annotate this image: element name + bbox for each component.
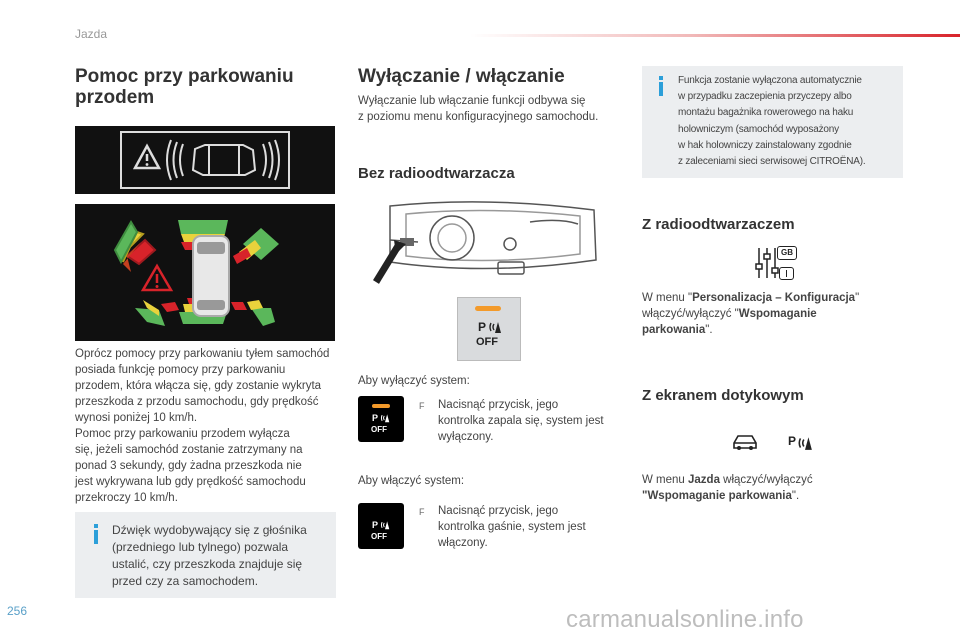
left-paragraph-line: Oprócz pomocy przy parkowaniu tyłem samochód — [75, 348, 330, 360]
watermark: carmanualsonline.info — [566, 606, 804, 633]
off-bullet-line: Nacisnąć przycisk, jego — [438, 399, 559, 411]
radio-item: Wspomaganie — [738, 308, 817, 320]
small-button-p: P — [372, 520, 379, 530]
off-bullet-text — [438, 397, 604, 445]
touch-menu-name: Jazda — [688, 474, 720, 486]
button-off-label: OFF — [476, 336, 498, 348]
off-bullet-glyph — [419, 398, 425, 414]
off-bullet-line: kontrolka zapala się, system jest — [438, 415, 604, 427]
radio-text: " włączyć/wyłączyć " — [642, 292, 860, 320]
dashboard-illustration — [370, 200, 602, 292]
right-info-text — [678, 73, 865, 170]
left-info-text — [112, 522, 307, 590]
sensor-waves-icon — [380, 520, 390, 530]
left-paragraph-line: Pomoc przy parkowaniu przodem wyłącza — [75, 428, 290, 440]
parking-display-icon — [75, 126, 335, 194]
left-title-line1: Pomoc przy parkowaniu — [75, 66, 294, 87]
left-paragraph-line: ponad 3 sekundy, gdy żadna przeszkoda nie — [75, 460, 302, 472]
touch-text: ". — [791, 490, 800, 502]
left-info-line: (przedniego lub tylnego) pozwala — [112, 540, 289, 554]
section-label: Jazda — [75, 27, 108, 41]
left-paragraph-line: posiada funkcję pomocy przy parkowaniu — [75, 364, 286, 376]
left-paragraph-line: przodem, która włącza się, gdy zostanie wykryta — [75, 380, 322, 392]
left-paragraph-line: się, jeżeli samochód zostanie zatrzymany na — [75, 444, 303, 456]
left-title — [75, 66, 294, 108]
parking-sensor-icon — [797, 435, 813, 451]
right-info-line: Funkcja zostanie wyłączona automatycznie — [678, 75, 862, 86]
middle-intro — [358, 93, 598, 125]
subtitle-radio: Z radioodtwarzaczem — [642, 216, 795, 233]
touch-text: włączyć/wyłączyć — [719, 474, 813, 486]
on-bullet-glyph — [419, 504, 425, 520]
radio-instruction — [642, 290, 892, 338]
right-info-line: w przypadku zaczepienia przyczepy albo — [678, 91, 852, 103]
header-rule — [470, 34, 960, 37]
radio-item: parkowania — [642, 324, 706, 336]
info-badge-icon — [779, 267, 794, 280]
off-instruction-label: Aby wyłączyć system: — [358, 375, 470, 387]
left-paragraph-line: przeszkoda z przodu samochodu, gdy prędkość — [75, 396, 319, 408]
on-instruction-label: Aby włączyć system: — [358, 475, 465, 487]
dashboard-display-illustration — [75, 126, 335, 194]
left-paragraph-line: przekroczy 10 km/h. — [75, 492, 178, 504]
parking-assist-off-button[interactable] — [457, 297, 521, 361]
page-number: 256 — [7, 604, 28, 618]
parking-p-letter: P — [788, 434, 797, 448]
small-button-off: OFF — [371, 425, 387, 434]
touch-item: "Wspomaganie parkowania — [642, 490, 792, 502]
left-info-box — [75, 512, 336, 598]
settings-sliders-icon — [754, 246, 798, 282]
middle-title: Wyłączanie / włączanie — [358, 66, 565, 87]
info-icon — [654, 76, 668, 96]
car-icon — [731, 432, 759, 452]
info-icon — [89, 524, 103, 544]
sensor-zones-graphic — [75, 204, 335, 341]
left-title-line2: przodem — [75, 87, 155, 108]
small-button-off: OFF — [371, 532, 387, 541]
subtitle-touchscreen: Z ekranem dotykowym — [642, 387, 804, 404]
lamp-on — [372, 404, 390, 408]
left-info-line: przed czy za samochodem. — [112, 574, 259, 588]
on-bullet-line: włączony. — [438, 537, 488, 549]
bullet-marker: F — [419, 401, 425, 411]
parking-sensor-illustration — [75, 204, 335, 341]
button-lamp-off-icon — [358, 503, 404, 549]
sensor-waves-icon — [380, 413, 390, 423]
on-bullet-line: Nacisnąć przycisk, jego — [438, 505, 559, 517]
sensor-waves-icon — [488, 320, 502, 334]
off-bullet-line: wyłączony. — [438, 431, 494, 443]
right-info-line: holowniczym (samochód wyposażony — [678, 123, 839, 135]
right-info-line: w hak holowniczy zainstalowany zgodnie — [678, 139, 852, 151]
radio-menu-name: Personalizacja – Konfiguracja — [692, 292, 856, 304]
radio-text: W menu " — [642, 292, 693, 304]
right-info-line: z zaleceniami sieci serwisowej CITROËNA). — [678, 156, 866, 168]
touch-text: W menu — [642, 474, 689, 486]
right-info-box — [642, 66, 903, 178]
bullet-marker: F — [419, 507, 425, 517]
left-info-line: ustalić, czy przeszkoda znajduje się — [112, 557, 303, 571]
left-paragraph — [75, 346, 340, 506]
button-lamp-on-icon — [358, 396, 404, 442]
right-info-line: montażu bagażnika rowerowego na haku — [678, 107, 854, 119]
radio-text: ". — [705, 324, 713, 336]
left-paragraph-line: jest wykrywana lub gdy prędkość samochodu — [75, 476, 306, 488]
left-paragraph-line: wynosi poniżej 10 km/h. — [75, 412, 198, 424]
gb-badge: GB — [777, 246, 797, 260]
left-info-line: Dźwięk wydobywający się z głośnika — [112, 523, 307, 537]
touchscreen-instruction — [642, 472, 892, 504]
on-bullet-line: kontrolka gaśnie, system jest — [438, 521, 586, 533]
subtitle-no-radio: Bez radioodtwarzacza — [358, 165, 515, 182]
button-p-letter: P — [478, 320, 487, 334]
indicator-lamp — [475, 306, 501, 311]
middle-intro-line: z poziomu menu konfiguracyjnego samochodu. — [358, 111, 599, 123]
middle-intro-line: Wyłączanie lub włączanie funkcji odbywa się — [358, 95, 586, 107]
small-button-p: P — [372, 413, 379, 423]
on-bullet-text — [438, 503, 586, 551]
